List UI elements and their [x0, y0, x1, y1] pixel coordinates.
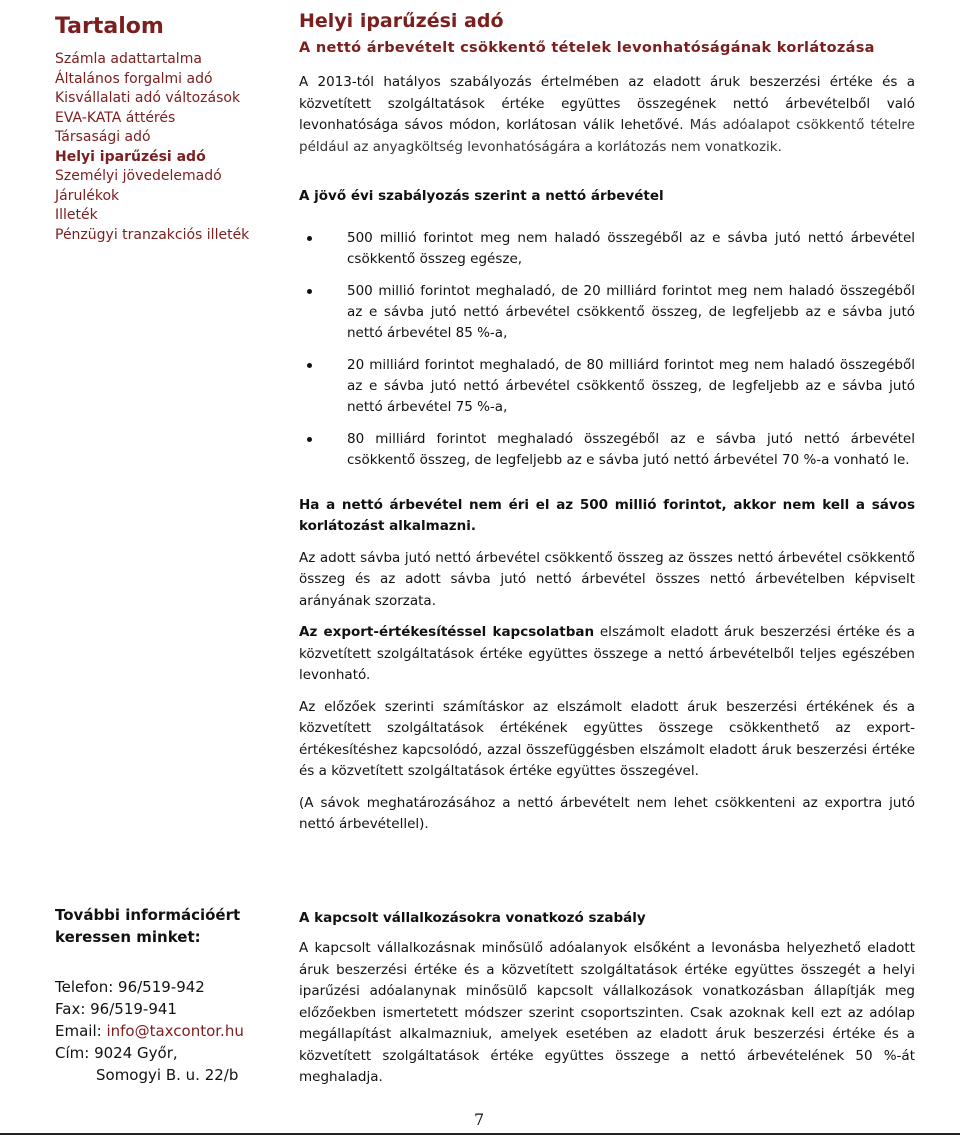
intro-text: A 2013-tól hatályos szabályozás értelmében az eladott áruk beszerzési értéke és a közvetített szolgáltatások értéke együttes összegének nettó árbevételből való levonhatósága sávos módon, korlátosan válik lehetővé.: [299, 74, 915, 133]
contact-box: [55, 904, 295, 1086]
page-title: Helyi iparűzési adó: [299, 10, 504, 32]
list-item: [299, 281, 915, 344]
toc-item-afa[interactable]: Általános forgalmi adó: [55, 70, 213, 87]
related-section: [299, 908, 915, 1089]
contact-email-row: [55, 1020, 295, 1042]
bullet-text: 500 millió forintot meg nem haladó összegéből az e sávba jutó nettó árbevétel csökkentő összeg egésze,: [347, 229, 915, 267]
bold-note: Ha a nettó árbevétel nem éri el az 500 millió forintot, akkor nem kell a sávos korlátozást alkalmazni.: [299, 496, 915, 534]
contact-address-line1: Cím: 9024 Győr,: [55, 1044, 178, 1062]
toc-item-tranzakcios[interactable]: Pénzügyi tranzakciós illeték: [55, 226, 250, 243]
toc-item-illetek[interactable]: Illeték: [55, 207, 98, 223]
toc-item-szja[interactable]: Személyi jövedelemadó: [55, 168, 222, 184]
toc-item-tarsasagi[interactable]: Társasági adó: [55, 129, 151, 145]
list-item: [299, 355, 915, 418]
toc-item-iparuzesi[interactable]: Helyi iparűzési adó: [55, 148, 206, 165]
contact-email-label: Email:: [55, 1022, 107, 1040]
main-content: [299, 8, 915, 836]
list-item: [299, 429, 915, 471]
bullet-text: 500 millió forintot meghaladó, de 20 milliárd forintot meg nem haladó összegéből az e sávba jutó nettó árbevétel csökkentő összeg, de legfeljebb az e sávba jutó nettó árbevétel 85 %-a,: [347, 282, 915, 341]
toc-list: [55, 50, 290, 245]
intro-note: Más adóalapot csökkentő tételre például az anyagköltség levonhatóságára a korlátozás nem vonatkozik.: [299, 117, 915, 155]
page-number: 7: [474, 1110, 485, 1129]
bullet-list: [299, 228, 915, 471]
contact-fax: Fax: 96/519-941: [55, 1000, 177, 1018]
related-paragraph: A kapcsolt vállalkozásnak minősülő adóalanyok elsőként a levonásba helyezhető eladott áruk beszerzési értéke és a közvetített szolgáltatások értéke együttes összegét a helyi iparűzési adóalanynak minősülő kapcsolt vállalkozások vonatkozásban állapítják meg előzőekben ismertetett módszer szerint csoportszinten. Csak azoknak kell ezt az adólap megállapítást alkalmazniuk, amelyek esetében az eladott áruk beszerzési értéke és a közvetített szolgáltatások értéke együttes összege a nettó árbevételének 50 %-át meghaladja.: [299, 940, 915, 1085]
page-subtitle: A nettó árbevételt csökkentő tételek levonhatóságának korlátozása: [299, 40, 875, 56]
toc-item-eva-kata[interactable]: EVA-KATA áttérés: [55, 109, 176, 126]
band-paragraph: Az adott sávba jutó nettó árbevétel csökkentő összeg az összes nettó árbevétel csökkentő összeg és az adott sávba jutó nettó árbevétel összes nettó árbevételben képviselt arányának szorzata.: [299, 549, 915, 609]
export-lead: Az export-értékesítéssel kapcsolatban: [299, 624, 595, 640]
toc-sidebar: [55, 12, 290, 245]
export-paragraph: [299, 622, 915, 687]
bullet-text: 20 milliárd forintot meghaladó, de 80 milliárd forintot meg nem haladó összegéből az e sávba jutó nettó árbevétel csökkentő összeg, de legfeljebb az e sávba jutó nettó árbevétel 75 %-a,: [347, 356, 915, 415]
toc-item-szamla[interactable]: Számla adattartalma: [55, 51, 202, 67]
band-note-paragraph: (A sávok meghatározásához a nettó árbevételt nem lehet csökkenteni az exportra jutó nettó árbevétellel).: [299, 794, 915, 832]
contact-address-line2: Somogyi B. u. 22/b: [96, 1066, 239, 1084]
bullet-text: 80 milliárd forintot meghaladó összegéből az e sávba jutó nettó árbevétel csökkentő összeg, de legfeljebb az e sávba jutó nettó árbevétel 70 %-a vonható le.: [347, 430, 915, 468]
bullet-icon: [307, 437, 312, 442]
bullet-icon: [307, 363, 312, 368]
bullet-icon: [307, 289, 312, 294]
export-text: elszámolt eladott áruk beszerzési értéke és a közvetített szolgáltatások értéke együttes összege a nettó árbevételből teljes egészében levonható.: [299, 624, 916, 683]
toc-title: Tartalom: [55, 14, 164, 39]
toc-item-jarulekok[interactable]: Járulékok: [55, 187, 120, 204]
future-heading: A jövő évi szabályozás szerint a nettó árbevétel: [299, 188, 664, 204]
intro-paragraph: [299, 72, 915, 158]
bullet-icon: [307, 236, 312, 241]
contact-phone: Telefon: 96/519-942: [55, 978, 205, 996]
calc-paragraph: Az előzőek szerinti számításkor az elszámolt eladott áruk beszerzési értékének és a közvetített szolgáltatások értékének együttes összege csökkenthető az export-értékesítéshez kapcsolódó, azzal összefüggésben elszámolt eladott áruk beszerzési értéke és a közvetített szolgáltatások értéke együttes összegével.: [299, 698, 915, 779]
list-item: [299, 228, 915, 270]
contact-email-link[interactable]: info@taxcontor.hu: [106, 1022, 244, 1040]
related-heading: A kapcsolt vállalkozásokra vonatkozó szabály: [299, 910, 646, 926]
toc-item-kisvallalati[interactable]: Kisvállalati adó változások: [55, 90, 241, 106]
contact-heading: További információért keressen minket:: [55, 906, 241, 946]
